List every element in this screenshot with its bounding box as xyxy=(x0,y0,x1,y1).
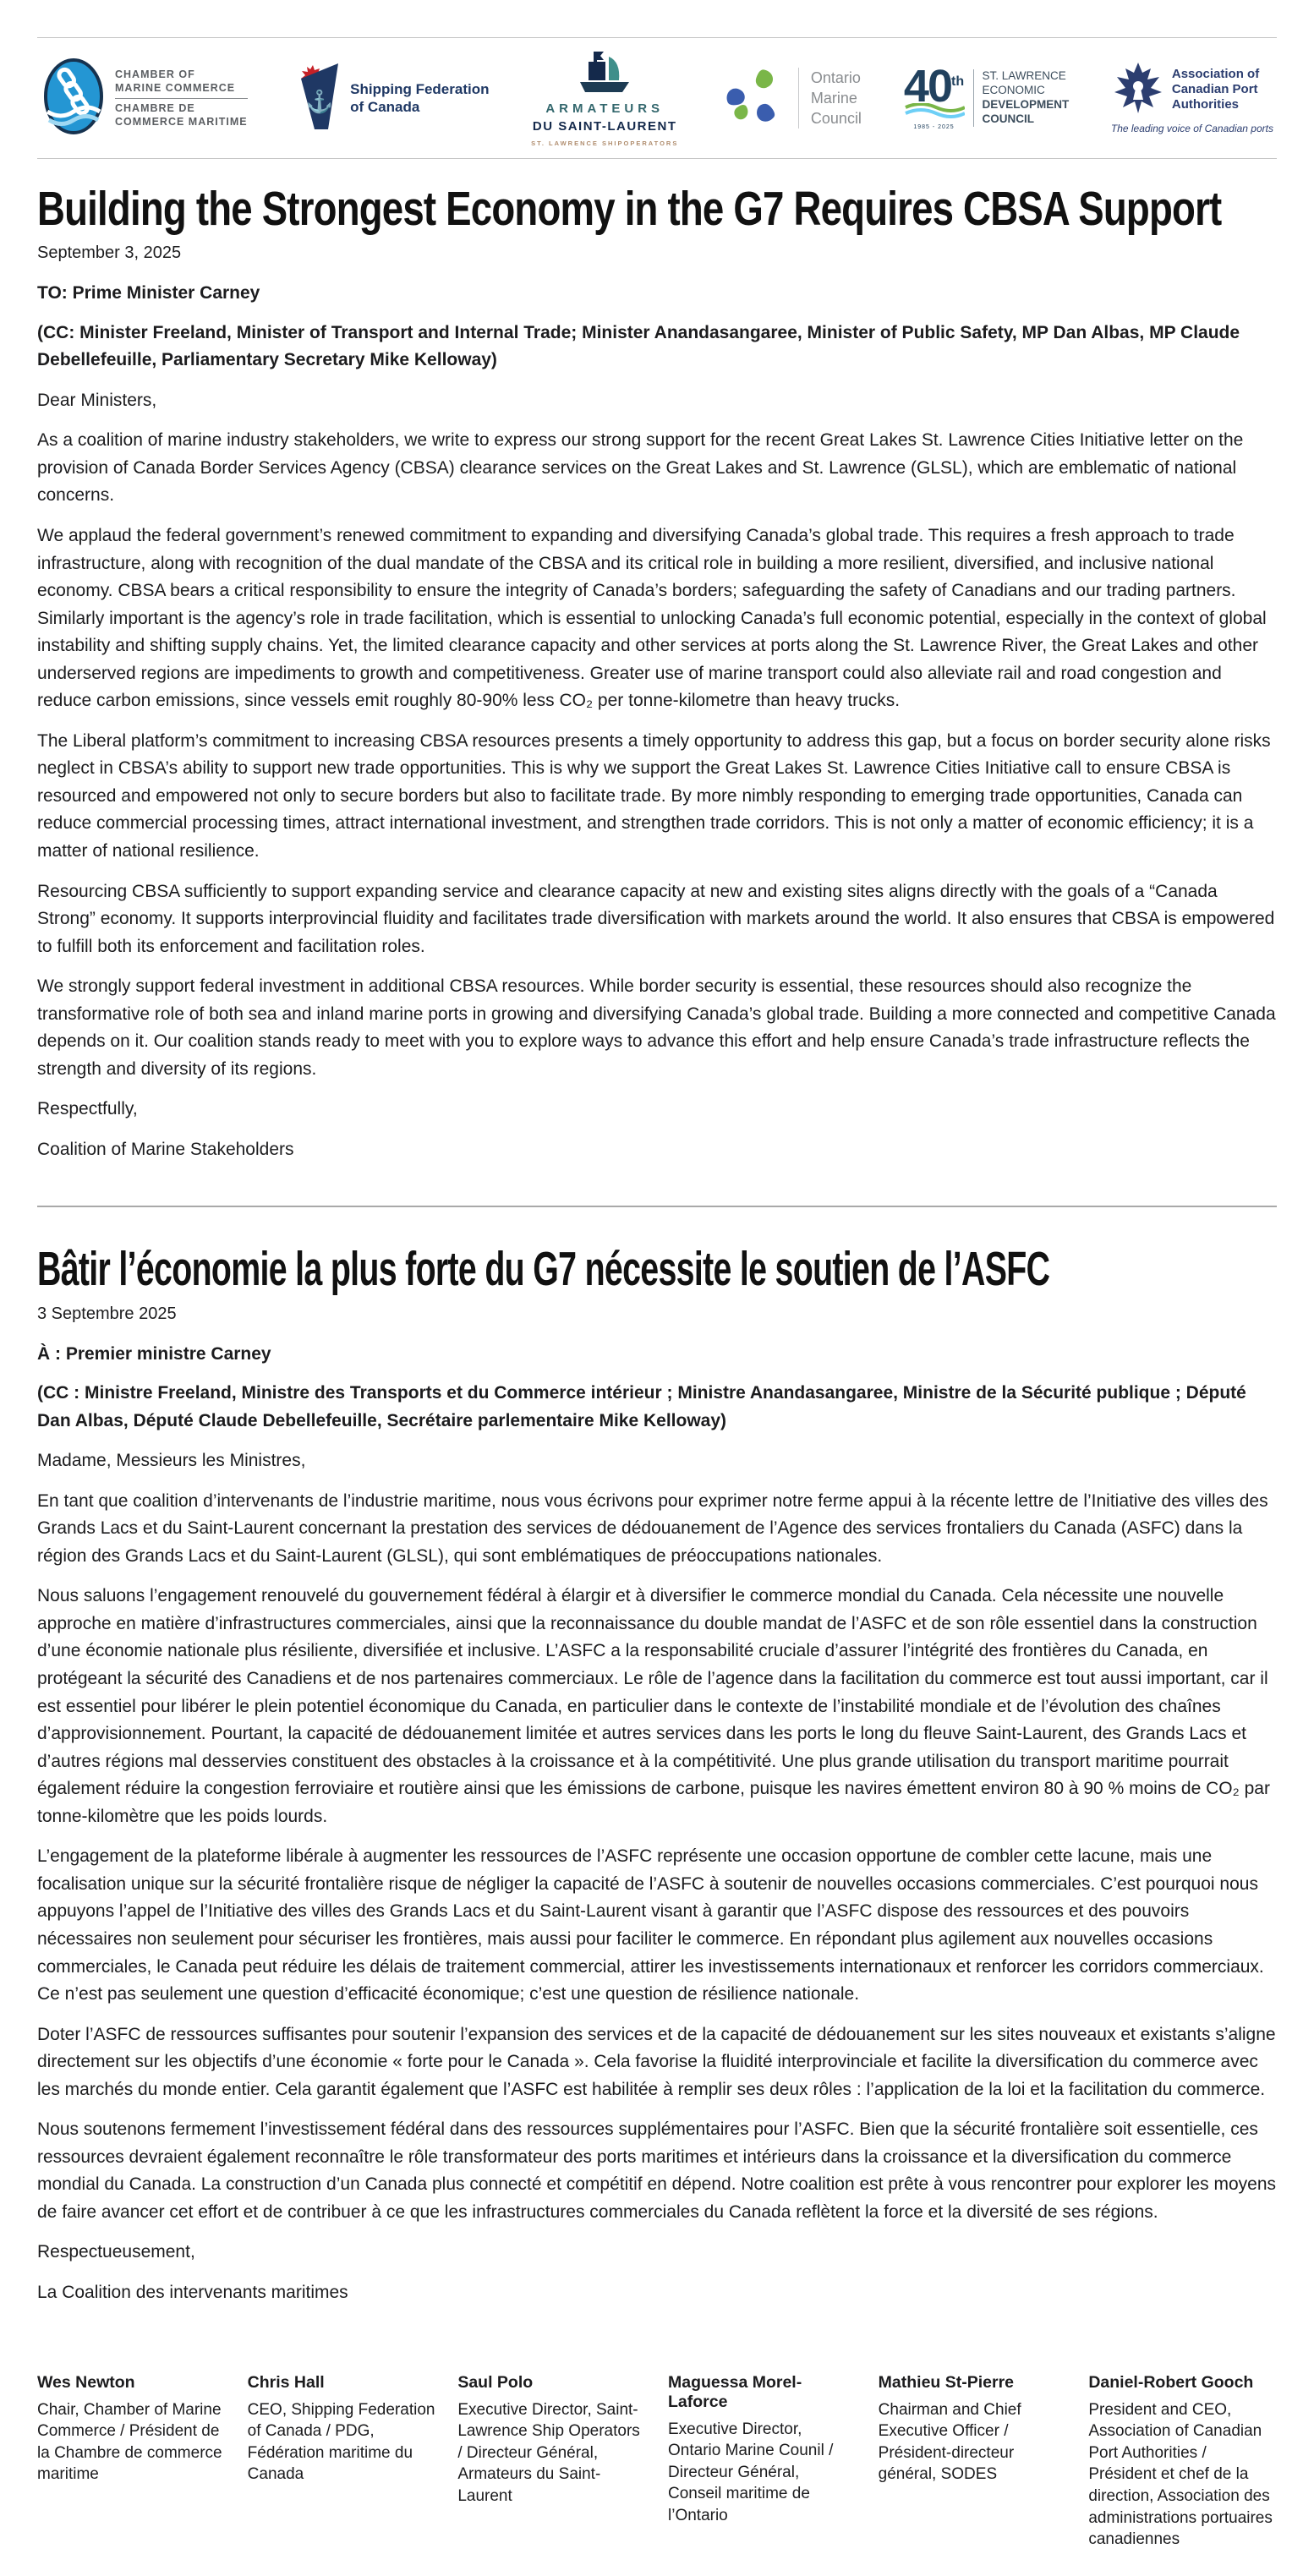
french-letter xyxy=(37,1244,1277,2306)
paragraph-fr-1: En tant que coalition d’intervenants de l’industrie maritime, nous vous écrivons pour exprimer notre ferme appui à la récente lettre de l’Initiative des villes des Grands Lacs et du Saint-Laurent concernant la prestation des services de dédouanement de l’Agence des services frontaliers du Canada (ASFC) dans la région des Grands Lacs et du Saint-Laurent (GLSL), qui sont emblématiques de préoccupations nationales. xyxy=(37,1490,1268,1566)
salutation-en: Dear Ministers, xyxy=(37,390,157,410)
signatory-block xyxy=(1088,2373,1277,2551)
asl-line-3: ST. LAWRENCE SHIPOPERATORS xyxy=(531,139,679,147)
svg-text:⚓: ⚓ xyxy=(305,88,334,114)
signatory-block xyxy=(248,2373,436,2551)
signatory-block xyxy=(668,2373,857,2551)
header-divider xyxy=(37,158,1277,159)
letter-page xyxy=(0,37,1314,2576)
paragraph-en-5: We strongly support federal investment in additional CBSA resources. While border security is essential, these resources should also recognize the transformative role of both sea and inland marine ports in growing and diversifying Canada’s global trade. Building a more connected and competitive Canada depends on it. Our coalition stands ready to meet with you to explore ways to advance this effort and help ensure Canada’s trade infrastructure reflects the strength and diversity of its regions. xyxy=(37,976,1276,1079)
paragraph-en-4: Resourcing CBSA sufficiently to support expanding service and clearance capacity at new and existing sites aligns directly with the goals of a “Canada Strong” economy. It supports interprovincial fluidity and facilitates trade diversification with markets around the world. It also ensures that CBSA is empowered to fulfill both its enforcement and facilitation roles. xyxy=(37,881,1275,956)
cmc-line-3: CHAMBRE DE xyxy=(115,101,195,114)
closing-fr: Respectueusement, xyxy=(37,2242,195,2262)
acpa-line-3: Authorities xyxy=(1171,97,1240,112)
shipping-federation-icon xyxy=(289,60,342,137)
signatory-name: Maguessa Morel-Laforce xyxy=(668,2372,802,2411)
asl-line-2: DU SAINT-LAURENT xyxy=(532,118,677,134)
signatory-title: Executive Director, Ontario Marine Counil / Directeur Général, Conseil maritime de l’Ontario xyxy=(668,2420,834,2525)
acpa-line-1: Association of xyxy=(1171,67,1260,81)
paragraph-en-2: We applaud the federal government’s renewed commitment to expanding and diversifying Canada’s global trade. This requires a fresh approach to trade infrastructure, along with recognition of the dual mandate of the CBSA and its critical role in building a more resilient, diversified, and inclusive national economy. CBSA bears a critical responsibility to ensure the integrity of Canada’s borders; safeguarding the safety of Canadians and our trading partners. Similarly important is the agency’s role in trade facilitation, which is essential to unlocking Canada’s full economic potential, especially in the context of global instability and shifting supply chains. Yet, the limited clearance capacity and other services at ports along the St. Lawrence River, the Great Lakes and other underserved regions are impediments to growth and competitiveness. Greater use of marine transport could also alleviate rail and road congestion and reduce carbon emissions, since vessels emit roughly 80-90% less CO₂ per tonne-kilometre than heavy trucks. xyxy=(37,525,1267,711)
logo-chamber-of-marine-commerce xyxy=(41,57,248,139)
maple-leaf-keyhole-icon xyxy=(1111,63,1165,118)
sledc-line-2: ECONOMIC xyxy=(982,84,1045,97)
to-line-en: TO: Prime Minister Carney xyxy=(37,283,260,304)
signatory-title: Executive Director, Saint-Lawrence Ship Operators / Directeur Général, Armateurs du Saint-Laurent xyxy=(457,2400,640,2506)
signatory-title: Chair, Chamber of Marine Commerce / Président de la Chambre de commerce maritime xyxy=(37,2400,222,2484)
omc-line-1: Ontario xyxy=(810,68,861,86)
cmc-line-4: COMMERCE MARITIME xyxy=(115,115,248,128)
cc-line-en: (CC: Minister Freeland, Minister of Transport and Internal Trade; Minister Anandasangaree, Minister of Public Safety, MP Dan Albas, MP Claude Debellefeuille, Parliamentary Secretary Mike Kelloway) xyxy=(37,322,1240,370)
omc-line-3: Council xyxy=(810,110,862,128)
signatory-title: Chairman and Chief Executive Officer / Président-directeur général, SODES xyxy=(878,2400,1021,2484)
signatory-name: Wes Newton xyxy=(37,2372,135,2392)
logo-ontario-marine-council xyxy=(720,62,862,135)
signatory-title: President and CEO, Association of Canadian Port Authorities / Président et chef de la direction, Association des administrations portuaires canadiennes xyxy=(1088,2400,1273,2549)
signatory-name: Saul Polo xyxy=(457,2372,534,2392)
acpa-line-2: Canadian Port xyxy=(1171,82,1258,96)
logo-strip xyxy=(37,38,1277,158)
signatory-block xyxy=(457,2373,646,2551)
signatory-name: Chris Hall xyxy=(247,2372,325,2392)
sledc-line-1: ST. LAWRENCE xyxy=(982,69,1066,83)
page-title-en: Building the Strongest Economy in the G7 Requires CBSA Support xyxy=(37,182,1222,236)
paragraph-fr-2: Nous saluons l’engagement renouvelé du gouvernement fédéral à élargir et à diversifier le commerce mondial du Canada. Cela nécessite une nouvelle approche en matière d’infrastructures commerciales, ainsi que la reconnaissance du double mandat de l’ASFC et de son rôle essentiel dans la construction d’une économie nationale plus résiliente, diversifiée et inclusive. L’ASFC a la responsabilité cruciale d’assurer l’intégrité des frontières du Canada, en protégeant la sécurité des Canadiens et de nos partenaires commerciaux. Le rôle de l’agence dans la facilitation du commerce est tout aussi important, car il est essentiel pour libérer le plein potentiel économique du Canada, en particulier dans le contexte de l’instabilité mondiale et de l’évolution des chaînes d’approvisionnement. Pourtant, la capacité de dédouanement limitée et autres services dans les ports le long du fleuve Saint-Laurent, des Grands Lacs et d’autres régions mal desservies constituent des obstacles à la croissance et à la compétitivité. Une plus grande utilisation du transport maritime pourrait également réduire la congestion ferroviaire et routière ainsi que les émissions de carbone, puisque les navires émettent environ 80 à 90 % moins de CO₂ par tonne-kilomètre que les poids lourds. xyxy=(37,1586,1270,1826)
ship-icon xyxy=(577,50,632,98)
date-fr: 3 Septembre 2025 xyxy=(37,1304,177,1323)
signatory-name: Mathieu St-Pierre xyxy=(878,2372,1015,2392)
logo-armateurs-saint-laurent xyxy=(531,50,678,147)
asl-line-1: ARMATEURS xyxy=(545,101,665,116)
chamber-marine-commerce-icon xyxy=(41,57,107,139)
signatory-title: CEO, Shipping Federation of Canada / PDG, Fédération maritime du Canada xyxy=(247,2400,435,2484)
signature-en: Coalition of Marine Stakeholders xyxy=(37,1139,294,1159)
signature-fr: La Coalition des intervenants maritimes xyxy=(37,2282,348,2302)
acpa-tagline: The leading voice of Canadian ports xyxy=(1110,122,1273,134)
omc-line-2: Marine xyxy=(810,89,857,107)
logo-sledc-40th xyxy=(903,60,1070,131)
signatory-block xyxy=(879,2373,1067,2551)
date-en: September 3, 2025 xyxy=(37,243,182,263)
logo-shipping-federation xyxy=(289,60,489,137)
page-title-fr: Bâtir l’économie la plus forte du G7 nécessite le soutien de l’ASFC xyxy=(37,1242,1050,1297)
paragraph-fr-5: Nous soutenons fermement l’investissement fédéral dans des ressources supplémentaires pour l’ASFC. Bien que la sécurité frontalière soit essentielle, ces ressources devraient également reconnaître le rôle transformateur des ports maritimes et intérieurs dans la croissance et la diversification du commerce mondial du Canada. La construction d’un Canada plus connecté et compétitif en dépend. Notre coalition est prête à vous rencontrer pour explorer les moyens de faire avancer cet effort et de contribuer à ce que les infrastructures commerciales du Canada reflètent la force et la diversité de ses régions. xyxy=(37,2119,1277,2222)
to-line-fr: À : Premier ministre Carney xyxy=(37,1343,271,1364)
signatory-block xyxy=(37,2373,226,2551)
sledc-40-mark: 40th xyxy=(903,60,965,112)
paragraph-fr-4: Doter l’ASFC de ressources suffisantes pour soutenir l’expansion des services et de la capacité de dédouanement sur les sites nouveaux et existants s’aligne directement sur les objectifs d’une économie « forte pour le Canada ». Cela favorise la fluidité interprovinciale et facilite la diversification du commerce avec les marchés du monde entier. Cela garantit également que l’ASFC est habilitée à remplir ses deux rôles : l’application de la loi et la facilitation du commerce. xyxy=(37,2024,1276,2099)
paragraph-en-1: As a coalition of marine industry stakeholders, we write to express our strong support for the recent Great Lakes St. Lawrence Cities Initiative letter on the provision of Canada Border Services Agency (CBSA) clearance services on the Great Lakes and St. Lawrence (GLSL), which are emblematic of national concerns. xyxy=(37,430,1244,506)
signatory-name: Daniel-Robert Gooch xyxy=(1088,2372,1254,2392)
signatories xyxy=(37,2373,1277,2576)
sfc-line-1: Shipping Federation xyxy=(350,80,490,97)
paragraph-en-3: The Liberal platform’s commitment to increasing CBSA resources presents a timely opportunity to address this gap, but a focus on border security alone risks neglect in CBSA’s ability to support new trade opportunities. This is why we support the Great Lakes St. Lawrence Cities Initiative call to ensure CBSA is resourced and empowered not only to secure borders but also to facilitate trade. By more nimbly responding to emerging trade opportunities, Canada can reduce commercial processing times, attract international investment, and strengthen trade corridors. This is not only a matter of economic efficiency; it is a matter of national resilience. xyxy=(37,730,1271,861)
sledc-line-4: COUNCIL xyxy=(982,112,1035,125)
cc-line-fr: (CC : Ministre Freeland, Ministre des Transports et du Commerce intérieur ; Ministre Anandasangaree, Ministre de la Sécurité publique ; Député Dan Albas, Député Claude Debellefeuille, Secrétaire parlementaire Mike Kelloway) xyxy=(37,1383,1246,1430)
cmc-line-1: CHAMBER OF xyxy=(115,68,195,80)
section-divider xyxy=(37,1206,1277,1207)
closing-en: Respectfully, xyxy=(37,1099,138,1119)
salutation-fr: Madame, Messieurs les Ministres, xyxy=(37,1451,306,1471)
logo-acpa xyxy=(1111,63,1273,134)
sledc-line-3: DEVELOPMENT xyxy=(982,98,1070,111)
waves-icon xyxy=(904,103,965,123)
cmc-line-2: MARINE COMMERCE xyxy=(115,82,236,95)
swirl-icon xyxy=(720,62,790,135)
sfc-line-2: of Canada xyxy=(350,99,420,115)
english-letter xyxy=(37,184,1277,1163)
paragraph-fr-3: L’engagement de la plateforme libérale à augmenter les ressources de l’ASFC représente une occasion opportune de combler cette lacune, mais une focalisation unique sur la sécurité frontalière risque de négliger la capacité de l’ASFC à soutenir de nouvelles occasions commerciales. C’est pourquoi nous appuyons l’appel de l’Initiative des villes des Grands Lacs et du Saint-Laurent visant à garantir que l’ASFC dispose des ressources et des pouvoirs nécessaires non seulement pour sécuriser les frontières, mais aussi pour faciliter le commerce. En répondant plus agilement aux nouvelles occasions commerciales, le Canada peut réduire les délais de traitement commercial, attirer les investissements internationaux et renforcer les corridors commerciaux. Ce n’est pas seulement une question d’efficacité économique; c’est une question de résilience nationale. xyxy=(37,1846,1264,2004)
sledc-years: 1985 - 2025 xyxy=(913,124,955,131)
